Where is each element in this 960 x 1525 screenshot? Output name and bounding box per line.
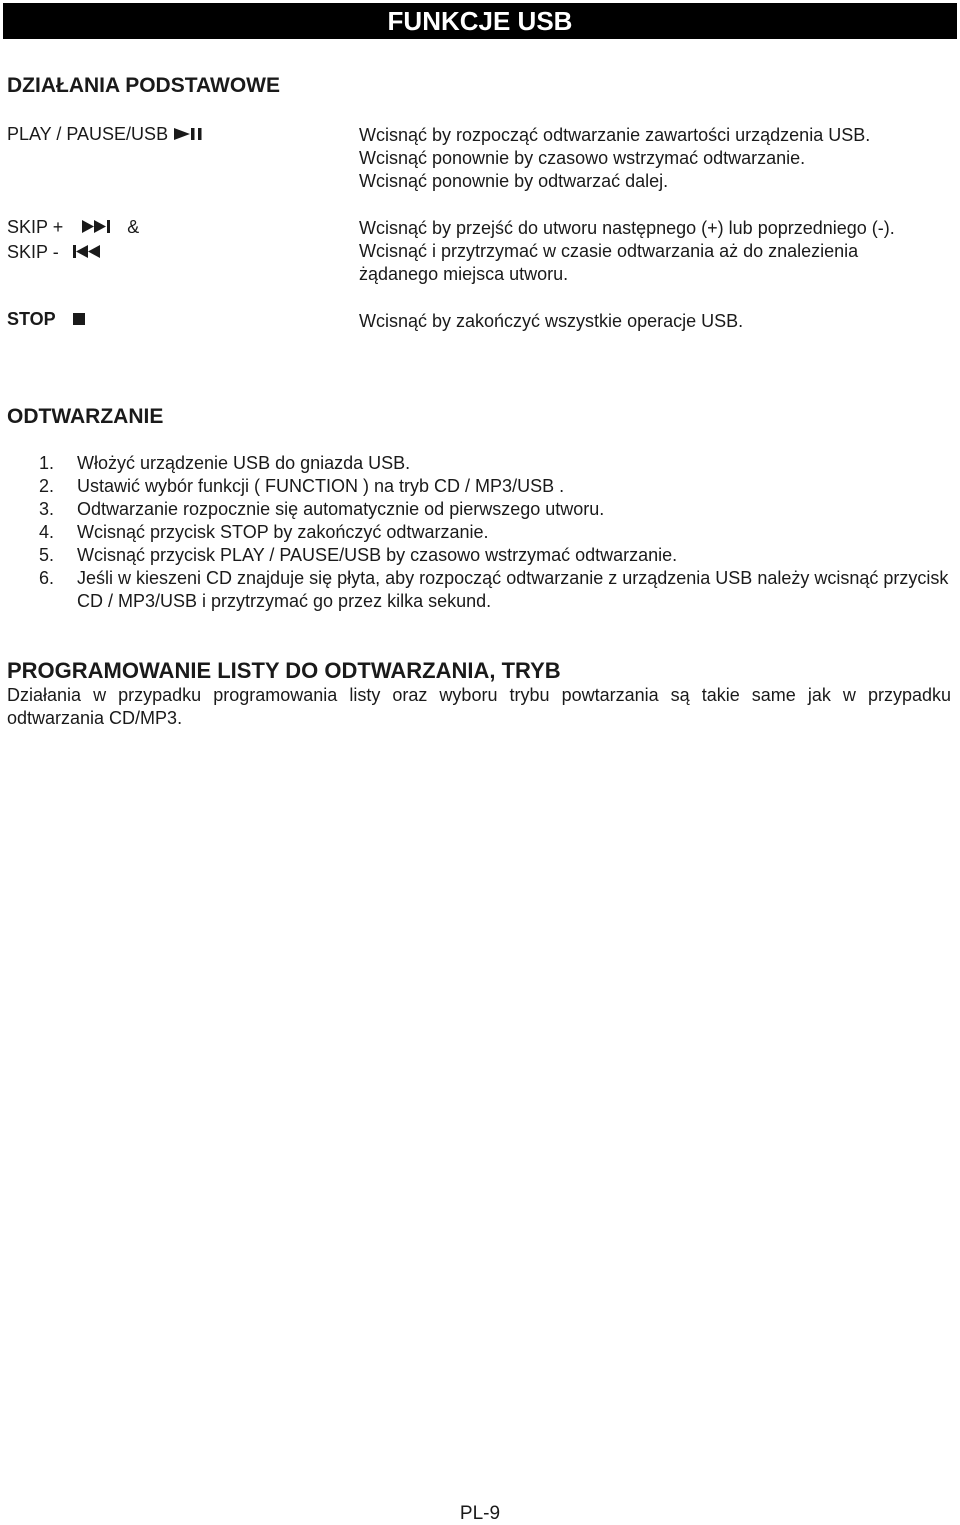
step-number: 6. — [39, 568, 55, 588]
description-line: Wcisnąć ponownie by czasowo wstrzymać odtwarzanie. — [359, 148, 806, 168]
list-item — [39, 498, 954, 521]
skip-description — [359, 217, 895, 286]
page-title-banner: FUNKCJE USB — [3, 3, 957, 39]
playback-heading: ODTWARZANIE — [7, 405, 164, 428]
skip-prev-icon — [72, 243, 102, 264]
skip-ampersand: & — [127, 217, 140, 237]
step-text: Odtwarzanie rozpocznie się automatycznie od pierwszego utworu. — [77, 499, 605, 519]
stop-description — [359, 310, 743, 333]
play-pause-label — [7, 124, 211, 146]
description-line: Wcisnąć i przytrzymać w czasie odtwarzania aż do znalezienia — [359, 241, 859, 261]
stop-label — [7, 309, 86, 331]
step-number: 2. — [39, 476, 55, 496]
skip-minus-label — [7, 242, 102, 264]
programming-heading: PROGRAMOWANIE LISTY DO ODTWARZANIA, TRYB — [7, 658, 561, 683]
list-item — [39, 452, 954, 475]
list-item — [39, 521, 954, 544]
play-pause-text: PLAY / PAUSE/USB — [7, 124, 169, 144]
skip-next-icon — [82, 218, 112, 239]
skip-plus-text: SKIP + — [7, 217, 64, 237]
description-line: Wcisnąć by rozpocząć odtwarzanie zawartości urządzenia USB. — [359, 125, 871, 145]
list-item — [39, 475, 954, 498]
skip-plus-label — [7, 217, 139, 239]
step-text: Wcisnąć przycisk STOP by zakończyć odtwarzanie. — [77, 522, 489, 542]
step-text: Ustawić wybór funkcji ( FUNCTION ) na tryb CD / MP3/USB . — [77, 476, 565, 496]
skip-minus-text: SKIP - — [7, 242, 59, 262]
description-line: żądanego miejsca utworu. — [359, 264, 569, 284]
play-pause-description — [359, 124, 870, 193]
play-pause-icon — [173, 125, 211, 146]
description-line: Wcisnąć by zakończyć wszystkie operacje USB. — [359, 311, 744, 331]
step-number: 5. — [39, 545, 55, 565]
programming-text: Działania w przypadku programowania listy oraz wyboru trybu powtarzania są takie same jak w przypadku odtwarzania CD/MP3. — [7, 685, 951, 728]
playback-steps-list — [39, 452, 954, 613]
list-item — [39, 567, 954, 613]
step-number: 1. — [39, 453, 55, 473]
stop-icon — [72, 310, 86, 331]
description-line: Wcisnąć by przejść do utworu następnego (+) lub poprzedniego (-). — [359, 218, 895, 238]
step-text: Wcisnąć przycisk PLAY / PAUSE/USB by czasowo wstrzymać odtwarzanie. — [77, 545, 678, 565]
description-line: Wcisnąć ponownie by odtwarzać dalej. — [359, 171, 669, 191]
step-number: 3. — [39, 499, 55, 519]
step-text: Włożyć urządzenie USB do gniazda USB. — [77, 453, 411, 473]
page-number: PL-9 — [459, 1503, 501, 1524]
step-text: Jeśli w kieszeni CD znajduje się płyta, aby rozpocząć odtwarzanie z urządzenia USB należy wcisnąć przycisk CD / MP3/USB i przytrzymać go przez kilka sekund. — [77, 568, 949, 611]
list-item — [39, 544, 954, 567]
stop-text: STOP — [7, 309, 56, 329]
step-number: 4. — [39, 522, 55, 542]
basic-operations-heading: DZIAŁANIA PODSTAWOWE — [7, 74, 280, 97]
